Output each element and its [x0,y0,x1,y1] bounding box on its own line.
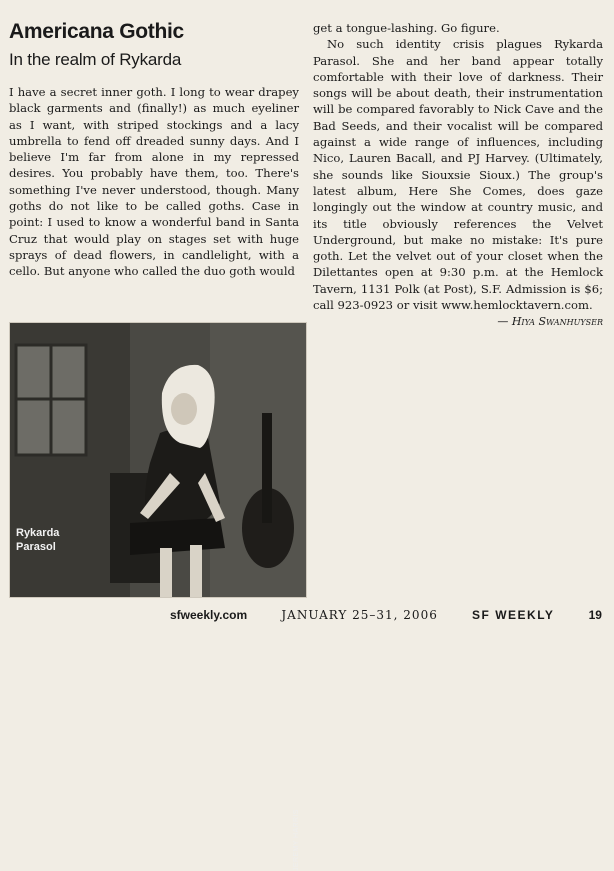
footer-publication: SF WEEKLY [472,608,555,622]
photo-illustration [10,323,306,597]
subheadline: In the realm of Rykarda [9,50,182,69]
page-footer [170,608,602,622]
headline: Americana Gothic [9,20,184,43]
page-number: 19 [588,608,602,622]
footer-site: sfweekly.com [170,608,248,622]
photo-caption: Rykarda Parasol [16,527,60,553]
byline: — Hiya Swanhuyser [497,315,603,329]
left-column [9,20,299,280]
article-body-right: No such identity crisis plagues Rykarda Parasol. She and her band appear totally comfortable with their love of darkness. Their songs will be about death, their instrumentation will be compared favorably to Nick Cave and the Bad Seeds, and their vocalist will be compared against a wide range of influences, including Nico, Lauren Bacall, and PJ Harvey. (Ultimately, she sounds like Siouxsie Sioux.) The group's latest album, Here She Comes, does gaze longingly out the window at country music, and its title obviously references the Velvet Underground, but make no mistake: It's pure goth. Let the velvet out of your closet when the Dilettantes open at 9:30 p.m. at the Hemlock Tavern, 1131 Polk (at Post), S.F. Admission is $6; call 923-0923 or visit www.hemlocktavern.com. [313,37,603,313]
footer-date: JANUARY 25–31, 2006 [281,608,438,622]
photo-credit: JEREMY HARRIS [293,809,300,871]
article-body-right-continuation: get a tongue-lashing. Go figure. [313,21,500,35]
article-body-left: I have a secret inner goth. I long to wear drapey black garments and (finally!) as much eyeliner as I want, with striped stockings and a lacy umbrella to fend off dreaded sunny days. And I believe I'm far from alone in my repressed desires. You probably have them, too. There's something I've never understood, though. Many goths do not like to be called goths. Case in point: I used to know a wonderful band in Santa Cruz that would play on stages set with huge sprays of dead flowers, in candlelight, with a cello. But anyone who called the duo goth would [9,85,299,279]
right-column [313,20,603,328]
